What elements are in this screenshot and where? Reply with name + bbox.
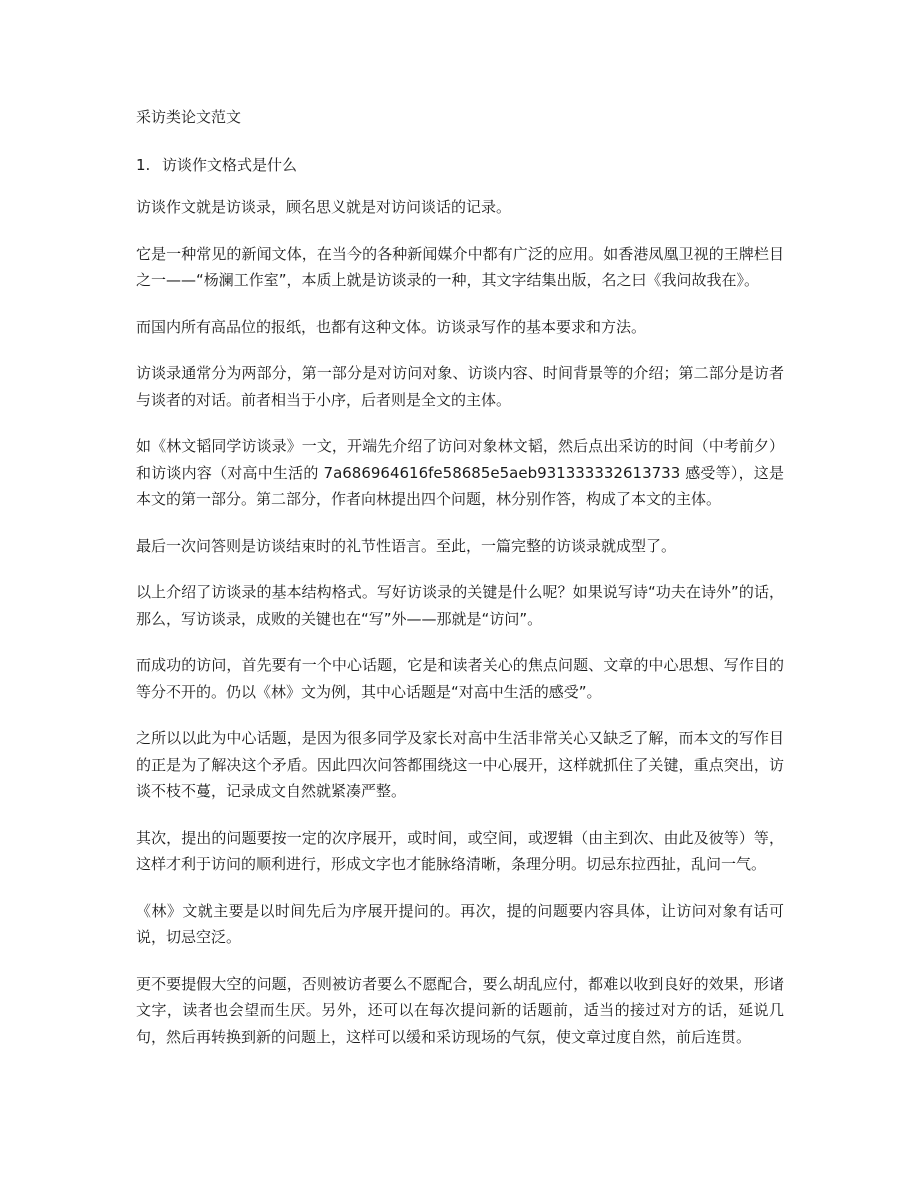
paragraph: 访谈作文就是访谈录，顾名思义就是对访问谈话的记录。 [136, 198, 512, 216]
section-heading [136, 152, 784, 178]
paragraph: 而成功的访问，首先要有一个中心话题，它是和读者关心的焦点问题、文章的中心思想、写作目的等分不开的。仍以《林》文为例，其中心话题是“对高中生活的感受”。 [136, 656, 784, 701]
paragraph: 其次，提出的问题要按一定的次序展开，或时间，或空间，或逻辑（由主到次、由此及彼等）等，这样才利于访问的顺利进行，形成文字也才能脉络清晰，条理分明。切忌东拉西扯，乱问一气。 [136, 828, 784, 873]
paragraph: 如《林文韬同学访谈录》一文，开端先介绍了访问对象林文韬，然后点出采访的时间（中考前夕）和访谈内容（对高中生活的 7a686964616fe58685e5aeb931333332613733 感受等），这是本文的第一部分。第二部分，作者向林提出四个问题，林分别作答，构成了本文的主体。 [136, 437, 784, 508]
paragraph: 访谈录通常分为两部分，第一部分是对访问对象、访谈内容、时间背景等的介绍；第二部分是访者与谈者的对话。前者相当于小序，后者则是全文的主体。 [136, 364, 784, 409]
paragraph: 以上介绍了访谈录的基本结构格式。写好访谈录的关键是什么呢？如果说写诗“功夫在诗外”的话，那么，写访谈录，成败的关键也在“写”外——那就是“访问”。 [136, 583, 784, 628]
paragraph: 之所以以此为中心话题，是因为很多同学及家长对高中生活非常关心又缺乏了解，而本文的写作目的正是为了解决这个矛盾。因此四次问答都围绕这一中心展开，这样就抓住了关键，重点突出，访谈不枝不蔓，记录成文自然就紧凑严整。 [136, 729, 784, 800]
paragraph: 《林》文就主要是以时间先后为序展开提问的。再次，提的问题要内容具体，让访问对象有话可说，切忌空泛。 [136, 901, 784, 946]
section-number: 1. [136, 156, 151, 174]
section-heading-text: 访谈作文格式是什么 [162, 156, 298, 174]
paragraph: 它是一种常见的新闻文体，在当今的各种新闻媒介中都有广泛的应用。如香港凤凰卫视的王牌栏目之一——“杨澜工作室”，本质上就是访谈录的一种，其文字结集出版，名之曰《我问故我在》。 [136, 244, 784, 289]
document-title: 采访类论文范文 [136, 108, 242, 126]
paragraph: 最后一次问答则是访谈结束时的礼节性语言。至此，一篇完整的访谈录就成型了。 [136, 536, 677, 555]
paragraph: 更不要提假大空的问题，否则被访者要么不愿配合，要么胡乱应付，都难以收到良好的效果，形诸文字，读者也会望而生厌。另外，还可以在每次提问新的话题前，适当的接过对方的话，延说几句，然后再转换到新的问题上，这样可以缓和采访现场的气氛，使文章过度自然，前后连贯。 [136, 974, 784, 1046]
paragraph: 而国内所有高品位的报纸，也都有这种文体。访谈录写作的基本要求和方法。 [136, 317, 647, 336]
